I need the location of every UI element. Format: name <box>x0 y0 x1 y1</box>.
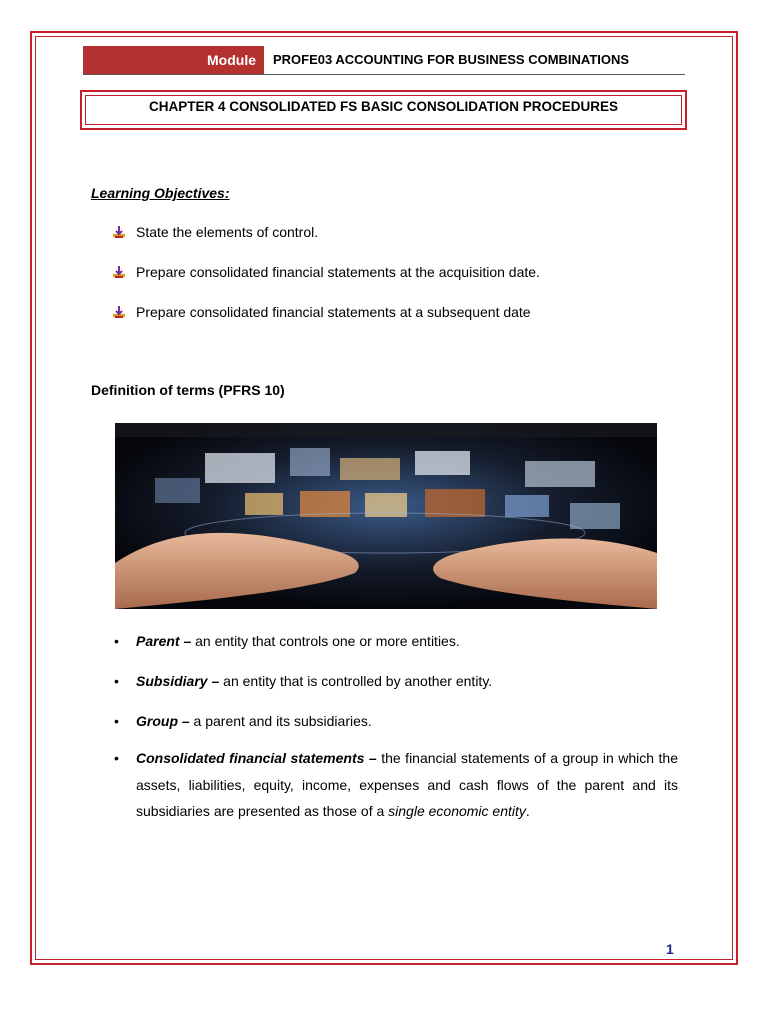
objective-item <box>112 302 672 322</box>
term-tail: . <box>525 803 530 819</box>
page-number: 1 <box>666 941 674 957</box>
arrow-bullet-icon <box>112 225 126 239</box>
objective-text: State the elements of control. <box>136 224 319 240</box>
module-title: PROFE03 ACCOUNTING FOR BUSINESS COMBINATIONS <box>273 52 630 67</box>
term-label: Group – <box>136 713 190 729</box>
hands-holding-digital-screens-photo <box>115 423 657 609</box>
objective-text: Prepare consolidated financial statements at a subsequent date <box>136 304 531 320</box>
module-label: Module <box>83 46 264 74</box>
term-label: Consolidated financial statements – <box>136 750 377 766</box>
module-header <box>83 46 685 75</box>
term-definition: a parent and its subsidiaries. <box>189 713 372 729</box>
term-label: Parent – <box>136 633 192 649</box>
arrow-bullet-icon <box>112 265 126 279</box>
definitions-heading: Definition of terms (PFRS 10) <box>91 382 285 398</box>
bullet-dot-icon: • <box>114 673 119 689</box>
photo-illustration <box>115 423 657 609</box>
objective-item <box>112 262 672 282</box>
objective-text: Prepare consolidated financial statements at the acquisition date. <box>136 264 540 280</box>
term-emphasis: single economic entity <box>388 803 526 819</box>
term-definition: an entity that is controlled by another entity. <box>219 673 493 689</box>
bullet-dot-icon: • <box>114 713 119 729</box>
bullet-dot-icon: • <box>114 750 119 766</box>
bullet-dot-icon: • <box>114 633 119 649</box>
arrow-bullet-icon <box>112 305 126 319</box>
term-definition: an entity that controls one or more entities. <box>191 633 460 649</box>
objective-item <box>112 222 672 242</box>
term-definition: the financial statements of a group in which the assets, liabilities, equity, income, expenses and cash flows of the parent and its subsidiaries are presented as those of a <box>136 750 678 819</box>
chapter-title: CHAPTER 4 CONSOLIDATED FS BASIC CONSOLIDATION PROCEDURES <box>148 99 619 114</box>
term-label: Subsidiary – <box>136 673 220 689</box>
learning-objectives-heading: Learning Objectives: <box>91 185 230 201</box>
